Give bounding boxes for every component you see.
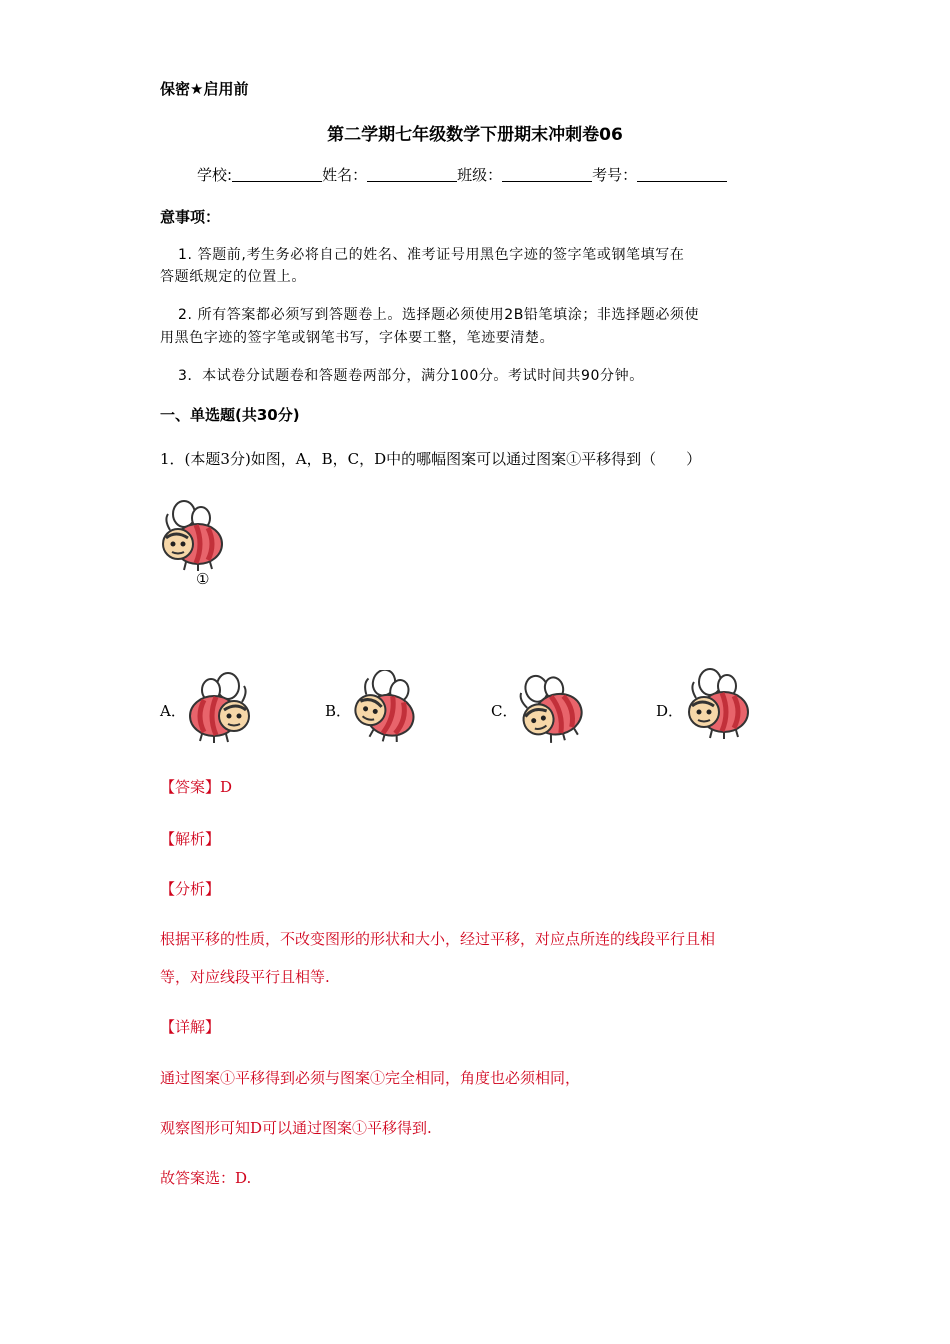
fenxi-text-1: 根据平移的性质，不改变图形的形状和大小，经过平移，对应点所连的线段平行且相 (160, 930, 716, 948)
option-c-label[interactable]: C． (491, 702, 518, 720)
confidential-label: 保密★启用前 (160, 80, 249, 98)
school-label: 学校: (197, 166, 233, 184)
page-title: 第二学期七年级数学下册期末冲刺卷06 (327, 125, 623, 145)
class-blank[interactable] (502, 167, 592, 182)
detail-line-2: 观察图形可知D可以通过图案①平移得到. (160, 1119, 432, 1137)
option-b-bee-icon[interactable] (350, 670, 422, 742)
fenxi-tag: 【分析】 (160, 880, 221, 898)
note-item-2: 2. 所有答案都必须写到答题卷上。选择题必须使用2B铅笔填涂；非选择题必须使 (178, 307, 700, 323)
note-item-3: 3．本试卷分试题卷和答题卷两部分，满分100分。考试时间共90分钟。 (178, 368, 644, 384)
name-blank[interactable] (367, 167, 457, 182)
name-label: 姓名： (322, 166, 368, 184)
note-item-1: 1. 答题前,考生务必将自己的姓名、准考证号用黑色字迹的签字笔或钢笔填写在 (178, 247, 685, 263)
note-item-1-cont: 答题纸规定的位置上。 (160, 269, 306, 285)
bee-figure-original-icon (156, 500, 228, 572)
class-label: 班级： (457, 166, 503, 184)
option-c-bee-icon[interactable] (514, 672, 586, 744)
analysis-tag: 【解析】 (160, 830, 221, 848)
detail-tag: 【详解】 (160, 1018, 221, 1036)
exam-no-label: 考号： (592, 166, 638, 184)
info-fields-row (197, 164, 727, 185)
option-d-label[interactable]: D． (656, 702, 684, 720)
fenxi-text-2: 等，对应线段平行且相等. (160, 968, 330, 986)
option-a-bee-icon[interactable] (184, 672, 256, 744)
section-title: 一、单选题(共30分) (160, 406, 300, 424)
detail-line-3: 故答案选：D. (160, 1169, 252, 1187)
detail-line-1: 通过图案①平移得到必须与图案①完全相同，角度也必须相同， (160, 1069, 581, 1087)
option-b-label[interactable]: B． (325, 702, 352, 720)
exam-no-blank[interactable] (637, 167, 727, 182)
answer-line: 【答案】D (160, 778, 233, 796)
school-blank[interactable] (232, 167, 322, 182)
option-a-label[interactable]: A． (160, 702, 186, 720)
note-item-2-cont: 用黑色字迹的签字笔或钢笔书写，字体要工整，笔迹要清楚。 (160, 330, 555, 346)
question-text: 1．(本题3分)如图，A，B，C，D中的哪幅图案可以通过图案①平移得到（ ） (160, 450, 702, 468)
option-d-bee-icon[interactable] (682, 668, 754, 740)
notes-heading: 意事项： (160, 208, 221, 226)
figure-label: ① (196, 570, 210, 588)
